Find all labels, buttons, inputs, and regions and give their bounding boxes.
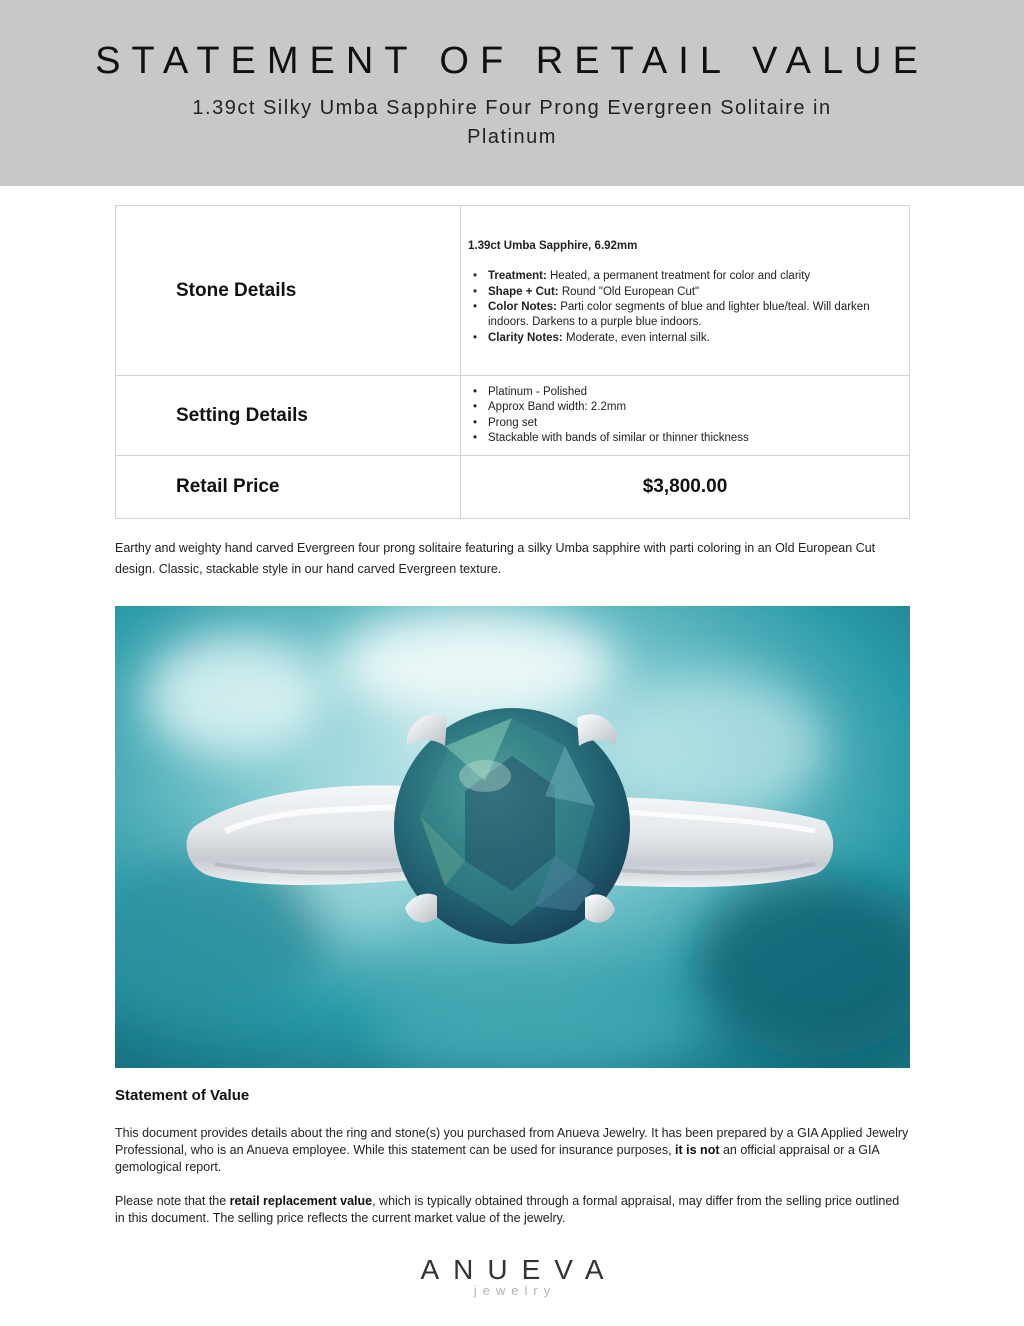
brand-logo: ANUEVA	[420, 1254, 618, 1285]
header-banner	[0, 0, 1024, 186]
list-item	[468, 300, 909, 331]
ring-illustration	[115, 606, 910, 1068]
stone-details-content	[461, 206, 910, 376]
retail-price-row	[116, 456, 910, 519]
retail-price-label: Retail Price	[116, 456, 461, 519]
document-title: STATEMENT OF RETAIL VALUE	[95, 40, 929, 82]
paragraph-text: an official appraisal or a GIA gemological report.	[115, 1143, 880, 1174]
list-item: • Platinum - Polished	[468, 385, 909, 400]
list-item: • Prong set	[468, 416, 909, 431]
list-item: • Stackable with bands of similar or thinner thickness	[468, 431, 909, 446]
paragraph-text: Please note that the	[115, 1194, 230, 1208]
stone-item-key: Color Notes:	[488, 301, 557, 313]
statement-paragraph-2	[115, 1193, 910, 1227]
stone-item-value: Parti color segments of blue and lighter blue/teal. Will darken indoors. Darkens to a purple blue indoors.	[488, 301, 870, 329]
stone-item-key: Treatment:	[488, 270, 547, 283]
statement-of-value-title: Statement of Value	[115, 1087, 250, 1104]
product-description: Earthy and weighty hand carved Evergreen four prong solitaire featuring a silky Umba sapphire with parti coloring in an Old European Cut design. Classic, stackable style in our hand carved Evergreen texture.	[115, 541, 876, 576]
list-item	[468, 331, 909, 346]
paragraph-emphasis: it is not	[675, 1143, 720, 1157]
stone-heading: 1.39ct Umba Sapphire, 6.92mm	[468, 239, 638, 252]
stone-item-key: Shape + Cut:	[488, 285, 559, 298]
details-table	[115, 205, 910, 519]
stone-details-list	[468, 269, 909, 346]
stone-item-key: Clarity Notes:	[488, 331, 563, 344]
stone-details-row	[116, 206, 910, 376]
paragraph-text: This document provides details about the ring and stone(s) you purchased from Anueva Jewelry. It has been prepared by a GIA Applied Jewelry Professional, who is an Anueva employee. While this statement can be used for insurance purposes,	[115, 1126, 909, 1157]
list-item	[468, 269, 909, 284]
list-item: • Approx Band width: 2.2mm	[468, 400, 909, 415]
paragraph-text: , which is typically obtained through a formal appraisal, may differ from the selling price outlined in this document. The selling price reflects the current market value of the jewelry.	[115, 1194, 900, 1225]
paragraph-emphasis: retail replacement value	[229, 1194, 373, 1208]
list-item	[468, 285, 909, 300]
stone-item-value: Round "Old European Cut"	[561, 285, 700, 298]
setting-details-label: Setting Details	[116, 376, 461, 456]
statement-paragraph-1	[115, 1125, 910, 1176]
stone-details-label: Stone Details	[116, 206, 461, 376]
brand-logo-subtext: jewelry	[473, 1283, 557, 1298]
stone-item-value: Moderate, even internal silk.	[565, 331, 710, 344]
document-subtitle: 1.39ct Silky Umba Sapphire Four Prong Evergreen Solitaire in Platinum	[192, 97, 832, 148]
retail-price-value: $3,800.00	[461, 456, 910, 519]
setting-details-list	[468, 385, 909, 447]
ring-photo	[115, 606, 910, 1068]
setting-details-row	[116, 376, 910, 456]
setting-details-content	[461, 376, 910, 456]
stone-item-value: Heated, a permanent treatment for color and clarity	[550, 270, 811, 283]
